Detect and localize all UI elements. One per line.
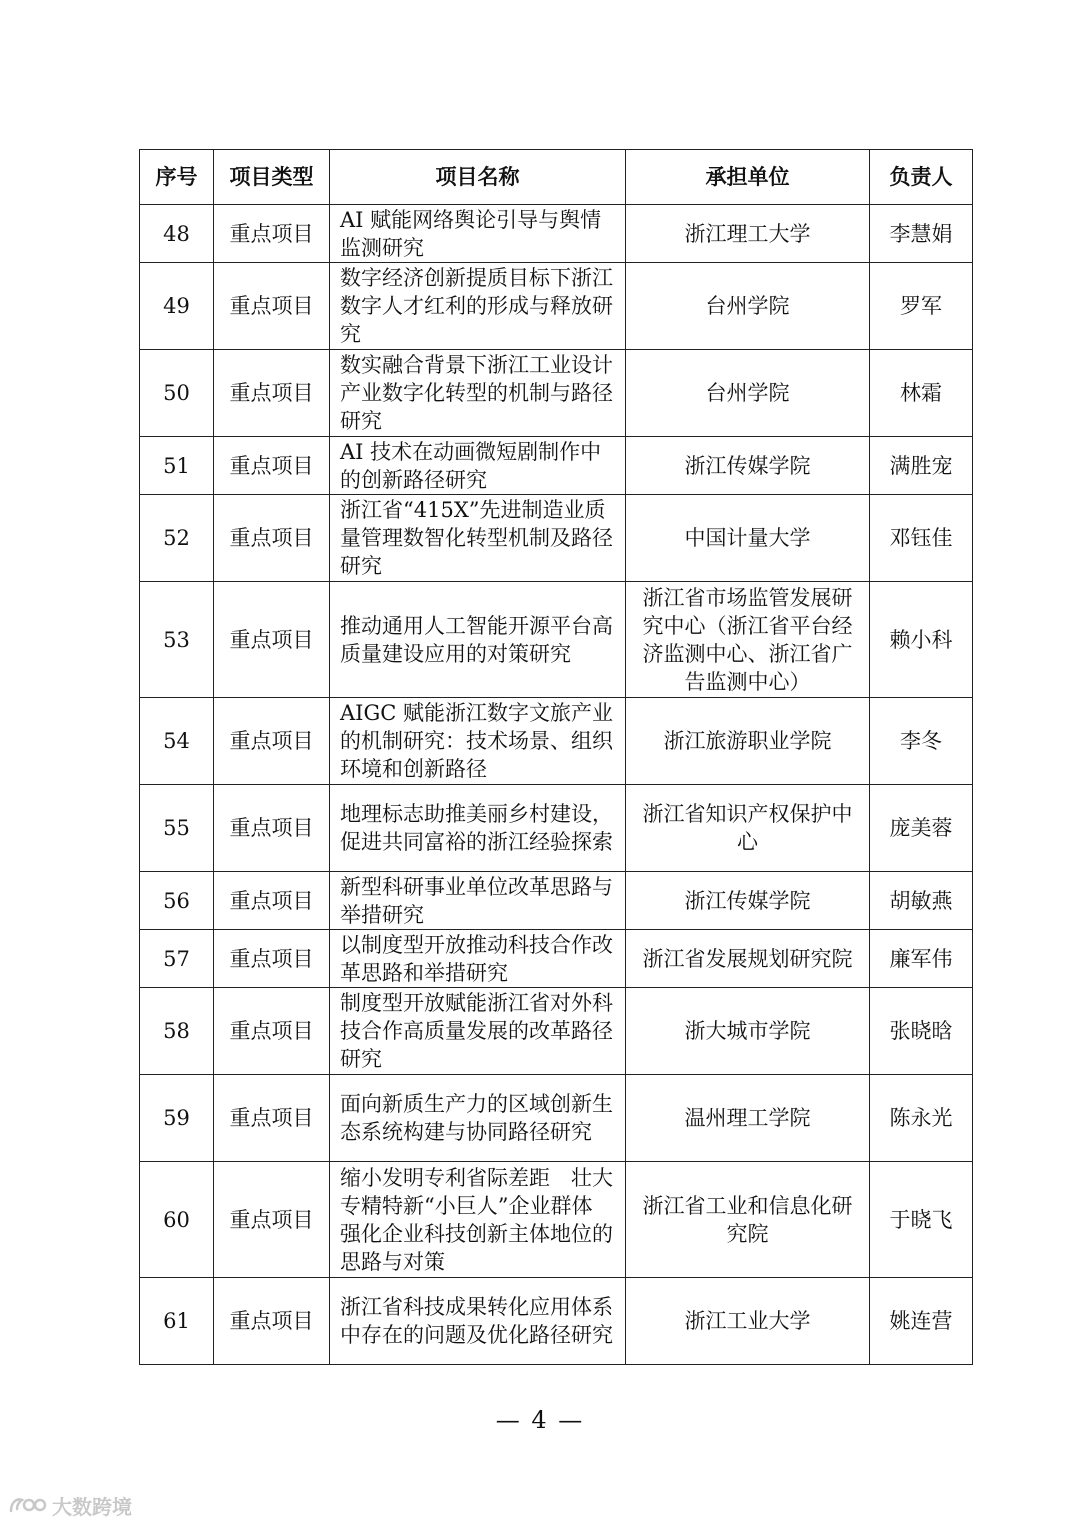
cell-leader: 庞美蓉	[870, 785, 973, 872]
cell-serial: 58	[140, 988, 214, 1075]
cell-leader: 陈永光	[870, 1075, 973, 1162]
header-name: 项目名称	[330, 150, 626, 205]
cell-project-name: 推动通用人工智能开源平台高质量建设应用的对策研究	[330, 582, 626, 698]
cell-type: 重点项目	[214, 350, 330, 437]
header-unit: 承担单位	[626, 150, 870, 205]
cell-type: 重点项目	[214, 988, 330, 1075]
table-row	[140, 1075, 973, 1162]
cell-unit: 浙江省市场监管发展研究中心（浙江省平台经济监测中心、浙江省广告监测中心）	[626, 582, 870, 698]
cell-type: 重点项目	[214, 582, 330, 698]
cell-leader: 廉军伟	[870, 930, 973, 988]
watermark	[8, 1493, 132, 1517]
cell-unit: 浙江省工业和信息化研究院	[626, 1162, 870, 1278]
cell-unit: 浙江传媒学院	[626, 872, 870, 930]
cell-leader: 李慧娟	[870, 205, 973, 263]
cell-unit: 浙江省发展规划研究院	[626, 930, 870, 988]
cell-project-name: AIGC 赋能浙江数字文旅产业的机制研究：技术场景、组织环境和创新路径	[330, 698, 626, 785]
table-row	[140, 872, 973, 930]
cell-serial: 61	[140, 1278, 214, 1365]
table-row	[140, 1278, 973, 1365]
header-serial: 序号	[140, 150, 214, 205]
header-type: 项目类型	[214, 150, 330, 205]
cell-serial: 56	[140, 872, 214, 930]
cell-unit: 浙江旅游职业学院	[626, 698, 870, 785]
table-row	[140, 205, 973, 263]
cell-type: 重点项目	[214, 872, 330, 930]
brand-logo-icon	[8, 1494, 48, 1516]
cell-serial: 50	[140, 350, 214, 437]
cell-unit: 温州理工学院	[626, 1075, 870, 1162]
table-row	[140, 785, 973, 872]
table-row	[140, 698, 973, 785]
cell-project-name: AI 技术在动画微短剧制作中的创新路径研究	[330, 437, 626, 495]
cell-leader: 胡敏燕	[870, 872, 973, 930]
project-table	[139, 149, 973, 1365]
table-row	[140, 350, 973, 437]
cell-project-name: 以制度型开放推动科技合作改革思路和举措研究	[330, 930, 626, 988]
cell-leader: 李冬	[870, 698, 973, 785]
cell-project-name: 缩小发明专利省际差距 壮大专精特新“小巨人”企业群体 强化企业科技创新主体地位的思路与对策	[330, 1162, 626, 1278]
header-leader: 负责人	[870, 150, 973, 205]
cell-type: 重点项目	[214, 1162, 330, 1278]
table-row	[140, 1162, 973, 1278]
page-number: — 4 —	[495, 1406, 585, 1434]
table-row	[140, 437, 973, 495]
cell-serial: 57	[140, 930, 214, 988]
cell-type: 重点项目	[214, 1278, 330, 1365]
cell-serial: 51	[140, 437, 214, 495]
cell-type: 重点项目	[214, 437, 330, 495]
cell-serial: 55	[140, 785, 214, 872]
cell-project-name: 制度型开放赋能浙江省对外科技合作高质量发展的改革路径研究	[330, 988, 626, 1075]
cell-project-name: 地理标志助推美丽乡村建设，促进共同富裕的浙江经验探索	[330, 785, 626, 872]
table-row	[140, 263, 973, 350]
cell-leader: 林霜	[870, 350, 973, 437]
cell-project-name: 数字经济创新提质目标下浙江数字人才红利的形成与释放研究	[330, 263, 626, 350]
cell-project-name: 数实融合背景下浙江工业设计产业数字化转型的机制与路径研究	[330, 350, 626, 437]
cell-leader: 赖小科	[870, 582, 973, 698]
cell-serial: 48	[140, 205, 214, 263]
cell-type: 重点项目	[214, 698, 330, 785]
cell-type: 重点项目	[214, 205, 330, 263]
cell-serial: 60	[140, 1162, 214, 1278]
cell-project-name: 浙江省科技成果转化应用体系中存在的问题及优化路径研究	[330, 1278, 626, 1365]
table-header-row	[140, 150, 973, 205]
cell-project-name: 新型科研事业单位改革思路与举措研究	[330, 872, 626, 930]
cell-type: 重点项目	[214, 785, 330, 872]
cell-type: 重点项目	[214, 1075, 330, 1162]
cell-unit: 浙大城市学院	[626, 988, 870, 1075]
cell-project-name: AI 赋能网络舆论引导与舆情监测研究	[330, 205, 626, 263]
cell-leader: 邓钰佳	[870, 495, 973, 582]
cell-leader: 张晓晗	[870, 988, 973, 1075]
watermark-text: 大数跨境	[52, 1494, 132, 1519]
cell-serial: 52	[140, 495, 214, 582]
cell-type: 重点项目	[214, 930, 330, 988]
cell-serial: 54	[140, 698, 214, 785]
cell-project-name: 面向新质生产力的区域创新生态系统构建与协同路径研究	[330, 1075, 626, 1162]
cell-unit: 台州学院	[626, 263, 870, 350]
table-row	[140, 930, 973, 988]
cell-leader: 于晓飞	[870, 1162, 973, 1278]
cell-unit: 中国计量大学	[626, 495, 870, 582]
cell-unit: 浙江省知识产权保护中心	[626, 785, 870, 872]
cell-leader: 姚连营	[870, 1278, 973, 1365]
cell-serial: 59	[140, 1075, 214, 1162]
table-row	[140, 988, 973, 1075]
cell-project-name: 浙江省“415X”先进制造业质量管理数智化转型机制及路径研究	[330, 495, 626, 582]
cell-leader: 罗军	[870, 263, 973, 350]
cell-unit: 浙江传媒学院	[626, 437, 870, 495]
cell-unit: 台州学院	[626, 350, 870, 437]
table-row	[140, 495, 973, 582]
cell-type: 重点项目	[214, 263, 330, 350]
cell-serial: 49	[140, 263, 214, 350]
cell-serial: 53	[140, 582, 214, 698]
cell-unit: 浙江理工大学	[626, 205, 870, 263]
cell-leader: 满胜宠	[870, 437, 973, 495]
cell-type: 重点项目	[214, 495, 330, 582]
table-row	[140, 582, 973, 698]
cell-unit: 浙江工业大学	[626, 1278, 870, 1365]
